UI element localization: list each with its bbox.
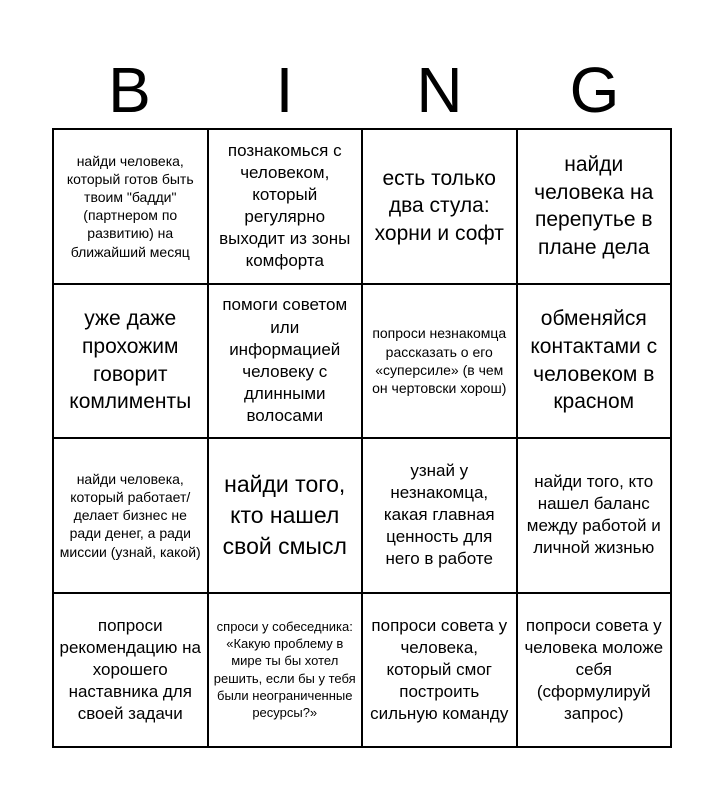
cell-text: найди человека, который готов быть твоим "бадди" (партнером по развитию) на ближайший месяц xyxy=(66,152,194,260)
cell-text: найди того, кто нашел баланс между работой и личной жизнью xyxy=(526,472,661,558)
cell-text: узнай у незнакомца, какая главная ценность для него в работе xyxy=(383,461,495,569)
cell-text: найди человека, который работает/делает бизнес не ради денег, а ради миссии (узнай, какой) xyxy=(59,470,201,560)
cell-text: попроси незнакомца рассказать о его «суперсиле» (в чем он чертовски хорош) xyxy=(372,325,507,396)
bingo-cell-r4-c3[interactable] xyxy=(363,594,518,749)
bingo-cell-r3-c4[interactable] xyxy=(518,439,673,594)
bingo-cell-r1-c3[interactable] xyxy=(363,130,518,285)
bingo-cell-r2-c4[interactable] xyxy=(518,285,673,440)
cell-text: обменяйся контактами с человеком в красном xyxy=(530,307,658,414)
cell-text: есть только два стула: хорни и софт xyxy=(374,166,504,246)
cell-text: спроси у собеседника: «Какую проблему в мире ты бы хотел решить, если бы у тебя были неограниченные ресурсы?» xyxy=(213,618,356,721)
bingo-cell-r1-c2[interactable] xyxy=(209,130,364,285)
bingo-cell-r1-c1[interactable] xyxy=(54,130,209,285)
cell-text: попроси совета у человека, который смог построить сильную команду xyxy=(370,615,509,723)
cell-text: найди того, кто нашел свой смысл xyxy=(222,470,347,559)
bingo-cell-r3-c1[interactable] xyxy=(54,439,209,594)
bingo-cell-r2-c1[interactable] xyxy=(54,285,209,440)
bingo-cell-r3-c2[interactable] xyxy=(209,439,364,594)
cell-text: познакомься с человеком, который регулярно выходит из зоны комфорта xyxy=(219,140,351,271)
cell-text: помоги советом или информацией человеку с длинными волосами xyxy=(222,295,348,425)
bingo-cell-r4-c1[interactable] xyxy=(54,594,209,749)
bingo-cell-r4-c4[interactable] xyxy=(518,594,673,749)
bingo-cell-r2-c3[interactable] xyxy=(363,285,518,440)
bingo-cell-r4-c2[interactable] xyxy=(209,594,364,749)
header-letter-n: N xyxy=(416,54,463,126)
bingo-cell-r1-c4[interactable] xyxy=(518,130,673,285)
header-letter-b: B xyxy=(108,54,151,126)
bingo-board xyxy=(52,128,672,748)
bingo-header xyxy=(52,52,672,128)
bingo-cell-r3-c3[interactable] xyxy=(363,439,518,594)
header-letter-i: I xyxy=(275,54,294,126)
cell-text: уже даже прохожим говорит комлименты xyxy=(69,307,192,414)
cell-text: попроси рекомендацию на хорошего наставника для своей задачи xyxy=(59,615,201,723)
header-letter-g: G xyxy=(569,54,620,126)
cell-text: попроси совета у человека моложе себя (сформулируй запрос) xyxy=(524,615,664,723)
cell-text: найди человека на перепутье в плане дела xyxy=(534,152,654,259)
bingo-cell-r2-c2[interactable] xyxy=(209,285,364,440)
